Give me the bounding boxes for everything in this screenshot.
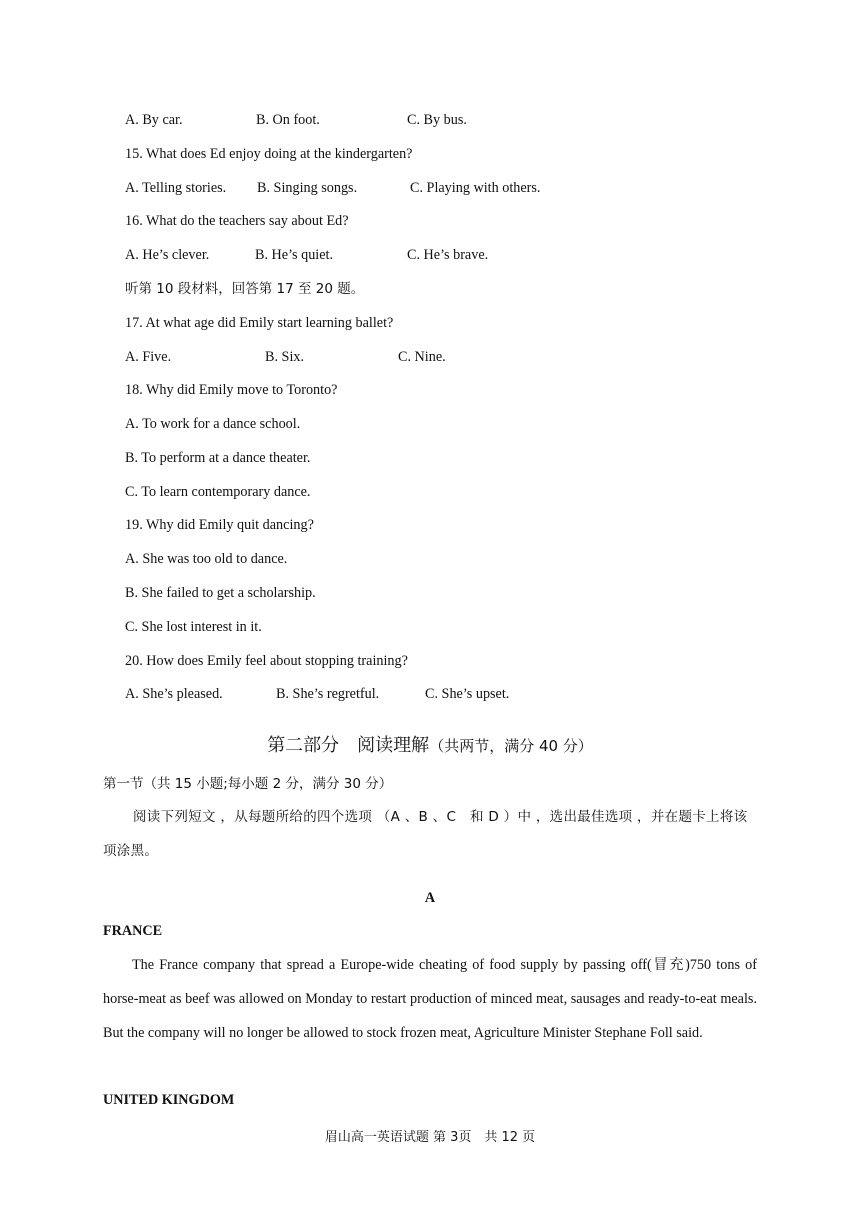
q17-option-c: C. Nine. xyxy=(398,349,446,365)
q16-option-c: C. He’s brave. xyxy=(407,247,489,263)
q18-option-c: C. To learn contemporary dance. xyxy=(125,484,311,500)
passage-letter: A xyxy=(424,890,436,906)
q17-option-a: A. Five. xyxy=(125,349,172,365)
q14-option-b: B. On foot. xyxy=(256,112,320,128)
q20-option-b: B. She’s regretful. xyxy=(276,686,380,702)
q20-option-a: A. She’s pleased. xyxy=(125,686,223,702)
heading-united-kingdom: UNITED KINGDOM xyxy=(103,1092,235,1108)
page-footer: 眉山高一英语试题 第 3页 共 12 页 xyxy=(324,1130,536,1145)
section1-heading: 第一节（共 15 小题;每小题 2 分，满分 30 分） xyxy=(103,776,393,792)
q18-option-b: B. To perform at a dance theater. xyxy=(125,450,311,466)
heading-france: FRANCE xyxy=(103,923,163,939)
q15-option-b: B. Singing songs. xyxy=(257,180,358,196)
q20-question: 20. How does Emily feel about stopping training? xyxy=(125,653,408,669)
part2-title xyxy=(0,734,860,758)
q19-option-b: B. She failed to get a scholarship. xyxy=(125,585,316,601)
q20-option-c: C. She’s upset. xyxy=(425,686,510,702)
q16-option-b: B. He’s quiet. xyxy=(255,247,334,263)
reading-instructions: 阅读下列短文 ，从每题所给的四个选项 （A 、B 、C 和 D ）中 ，选出最佳选项 ，并在题卡上将该项涂黑。 xyxy=(103,809,748,859)
q16-option-a: A. He’s clever. xyxy=(125,247,210,263)
instruction-passage-10: 听第 10 段材料，回答第 17 至 20 题。 xyxy=(125,281,365,297)
q14-option-c: C. By bus. xyxy=(407,112,467,128)
q19-option-a: A. She was too old to dance. xyxy=(125,551,288,567)
q17-question: 17. At what age did Emily start learning ballet? xyxy=(125,315,394,331)
q14-option-a: A. By car. xyxy=(125,112,183,128)
q16-question: 16. What do the teachers say about Ed? xyxy=(125,213,349,229)
q15-option-c: C. Playing with others. xyxy=(410,180,541,196)
part2-title-main: 第二部分 阅读理解 xyxy=(267,735,430,756)
q15-option-a: A. Telling stories. xyxy=(125,180,227,196)
q19-question: 19. Why did Emily quit dancing? xyxy=(125,517,314,533)
q18-question: 18. Why did Emily move to Toronto? xyxy=(125,382,338,398)
q19-option-c: C. She lost interest in it. xyxy=(125,619,262,635)
q15-question: 15. What does Ed enjoy doing at the kindergarten? xyxy=(125,146,413,162)
part2-title-sub: （共两节，满分 40 分） xyxy=(429,737,593,755)
france-paragraph: The France company that spread a Europe-wide cheating of food supply by passing off(冒充)750 tons of horse-meat as beef was allowed on Monday to restart production of minced meat, sausages and ready-to-eat meals. But the company will no longer be allowed to stock frozen meat, Agriculture Minister Stephane Foll said. xyxy=(103,957,757,1041)
q18-option-a: A. To work for a dance school. xyxy=(125,416,301,432)
q17-option-b: B. Six. xyxy=(265,349,305,365)
